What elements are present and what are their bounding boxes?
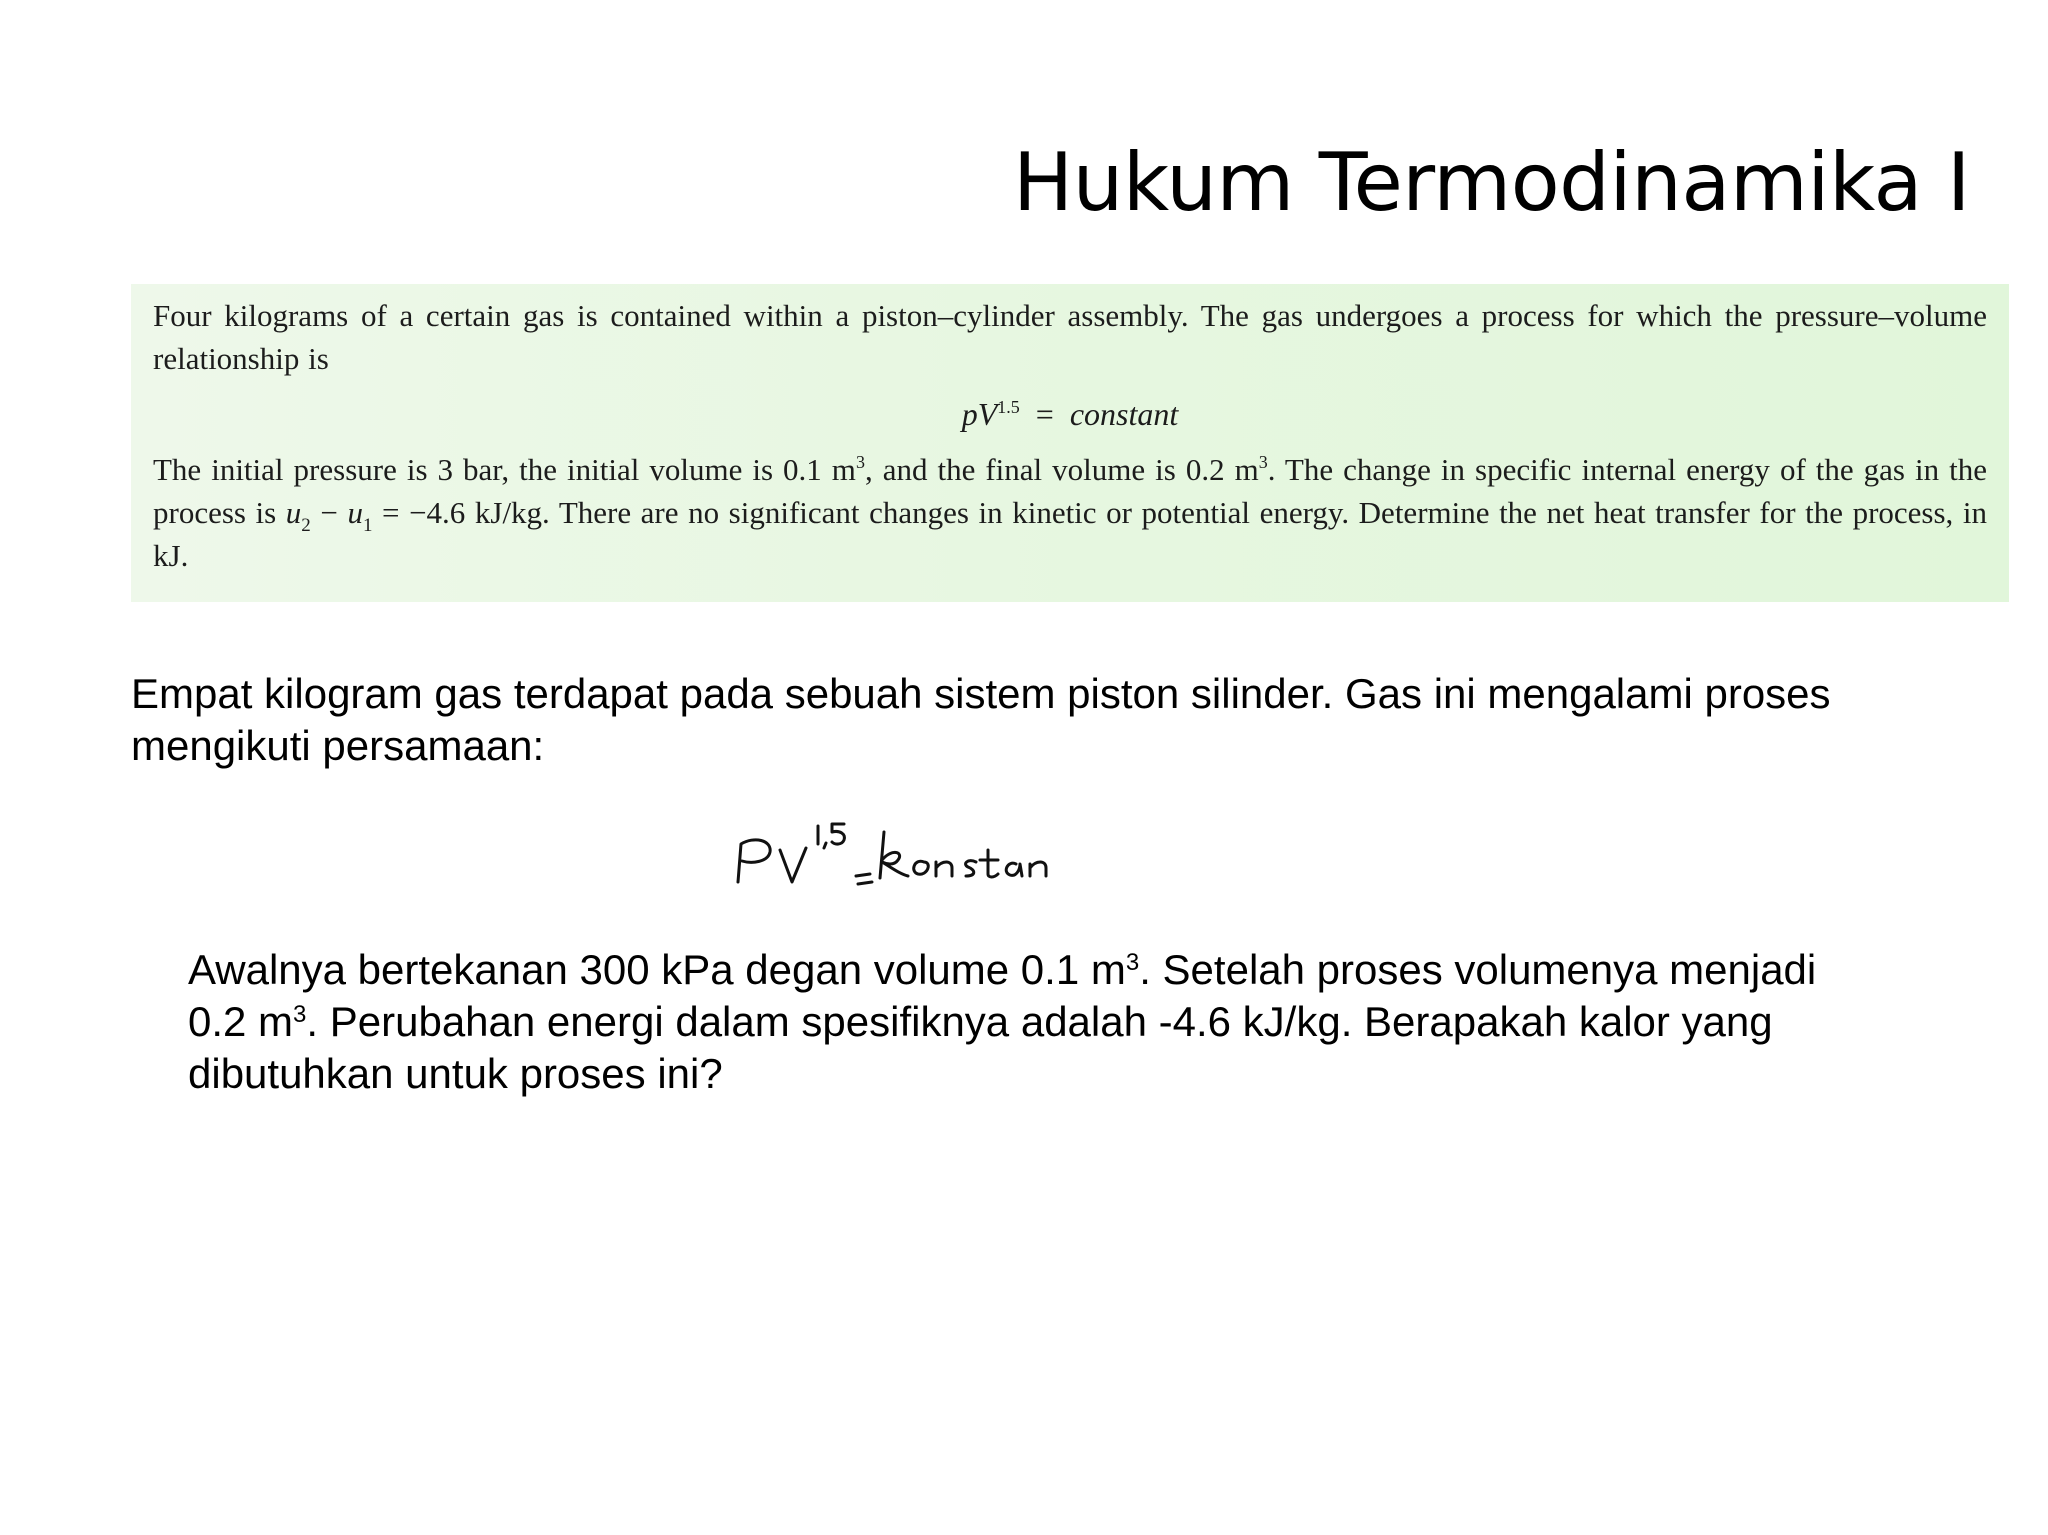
problem-body xyxy=(153,448,1987,577)
handwritten-equation xyxy=(732,818,1052,898)
problem-body-part2: , and the final volume is 0.2 m xyxy=(864,452,1259,487)
u2-symbol: u xyxy=(285,495,302,530)
equation-exponent: 1.5 xyxy=(997,397,1020,417)
problem-intro: Four kilograms of a certain gas is contained within a piston–cylinder assembly. The gas undergoes a process for which the pressure–volume relationship is xyxy=(153,298,1987,376)
problem-body-exp1: 3 xyxy=(855,452,865,472)
problem-body-part4: = −4.6 kJ/kg. There are no significant changes in kinetic or potential energy. Determine the net heat transfer for the process, in kJ. xyxy=(153,495,1987,573)
u1-symbol: u xyxy=(347,495,363,530)
problem-statement-box xyxy=(131,284,2009,602)
translation-text: Empat kilogram gas terdapat pada sebuah sistem piston silinder. Gas ini mengalami proses mengikuti persamaan: xyxy=(131,670,1831,769)
question-exp2: 3 xyxy=(293,1001,307,1028)
u1-subscript: 1 xyxy=(362,515,373,536)
pressure-volume-equation xyxy=(153,392,1987,436)
problem-body-part3: . The change in specific internal energy of the gas in the process is xyxy=(153,452,1987,530)
problem-body-part1: The initial pressure is 3 bar, the initial volume is 0.1 m xyxy=(153,452,856,487)
equation-lhs: pV xyxy=(961,396,998,432)
minus-sign: − xyxy=(310,495,348,530)
slide-title: Hukum Termodinamika I xyxy=(1013,136,1970,229)
question-exp1: 3 xyxy=(1125,949,1140,976)
problem-body-exp2: 3 xyxy=(1258,452,1268,472)
equation-rhs: constant xyxy=(1069,396,1179,432)
question-text xyxy=(188,944,1828,1100)
question-part1: Awalnya bertekanan 300 kPa degan volume 0.1 m xyxy=(188,946,1126,993)
question-part3: . Perubahan energi dalam spesifiknya adalah -4.6 kJ/kg. Berapakah kalor yang dibutuhkan untuk proses ini? xyxy=(188,998,1773,1097)
u2-subscript: 2 xyxy=(301,515,311,536)
equation-equals: = xyxy=(1035,396,1054,432)
question-part2: . Setelah proses volumenya menjadi 0.2 m xyxy=(188,946,1817,1045)
